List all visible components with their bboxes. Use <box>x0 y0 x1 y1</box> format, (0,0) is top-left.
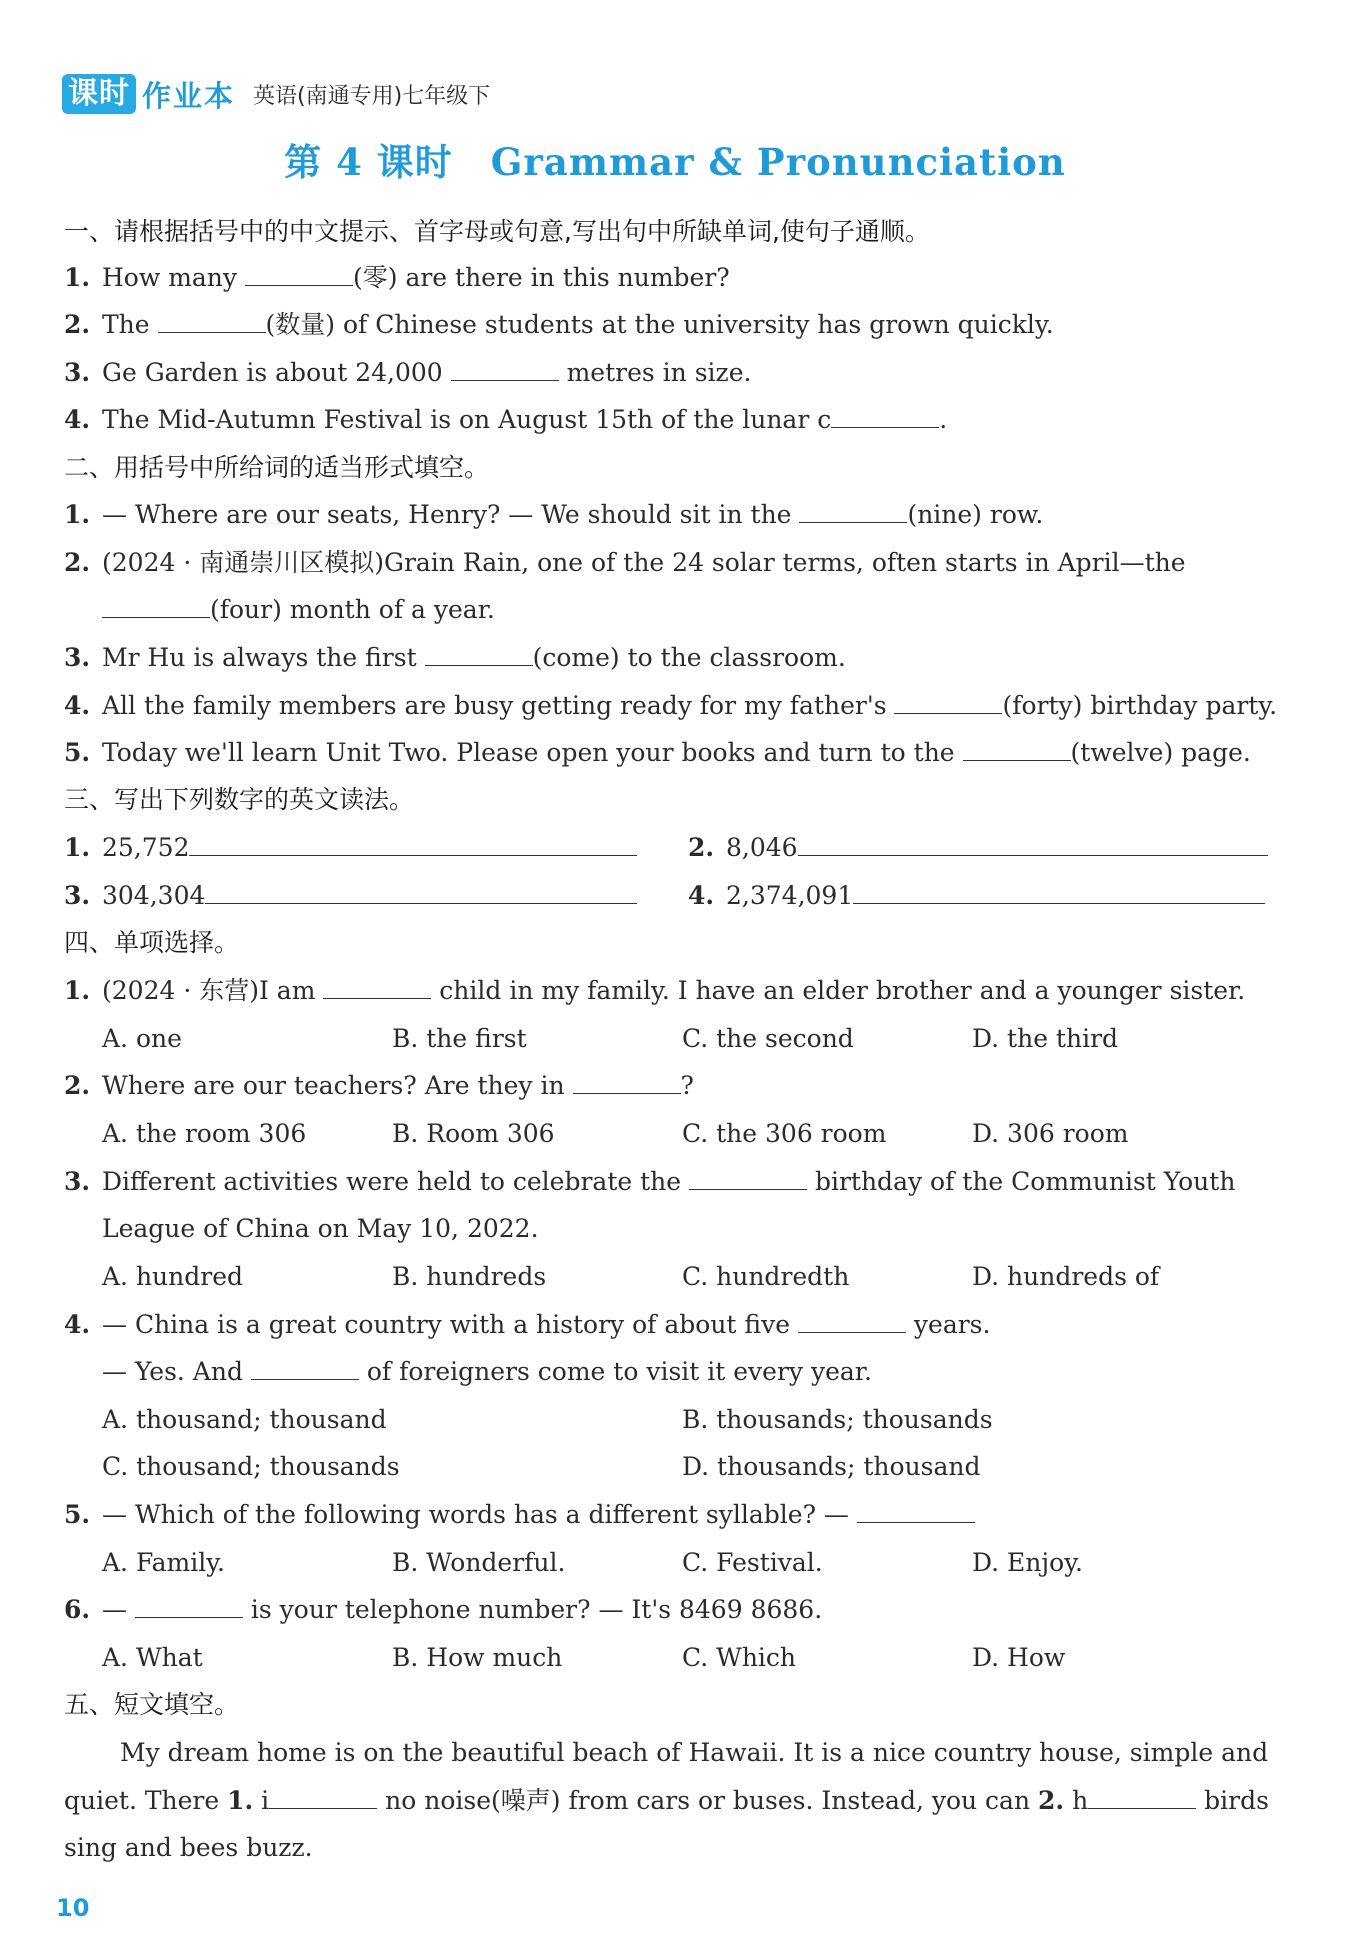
answer-blank[interactable] <box>798 1306 906 1333</box>
option-b[interactable]: B. thousands; thousands <box>682 1405 993 1434</box>
answer-blank[interactable] <box>963 734 1071 761</box>
s4-question-4-reply: — Yes. And of foreigners come to visit it every year. <box>102 1352 872 1392</box>
answer-blank[interactable] <box>894 687 1002 714</box>
option-b[interactable]: B. How much <box>392 1643 563 1672</box>
option-d[interactable]: D. hundreds of <box>972 1262 1160 1291</box>
header <box>62 72 490 116</box>
section-2-heading: 二、用括号中所给词的适当形式填空。 <box>64 453 490 482</box>
answer-blank[interactable] <box>158 306 266 333</box>
answer-line[interactable] <box>205 877 637 904</box>
option-c[interactable]: C. thousand; thousands <box>102 1452 400 1481</box>
option-a[interactable]: A. Family. <box>102 1548 225 1577</box>
answer-line[interactable] <box>798 829 1268 856</box>
lesson-title <box>0 132 1350 186</box>
option-b[interactable]: B. the first <box>392 1024 527 1053</box>
s4-question-3-cont: League of China on May 10, 2022. <box>102 1214 539 1243</box>
s1-item-4: 4. The Mid-Autumn Festival is on August 15th of the lunar c . <box>64 400 947 440</box>
option-b[interactable]: B. hundreds <box>392 1262 547 1291</box>
s2-item-4: 4. All the family members are busy getting ready for my father's (forty) birthday party. <box>64 686 1277 726</box>
s4-question-5: 5. — Which of the following words has a different syllable? — <box>64 1495 975 1535</box>
section-5-heading: 五、短文填空。 <box>64 1690 240 1719</box>
s2-item-1: 1. — Where are our seats, Henry? — We should sit in the (nine) row. <box>64 495 1043 535</box>
s3-item-3: 3. 304,304 <box>64 876 637 916</box>
s1-item-1: 1. How many (零) are there in this number? <box>64 258 730 298</box>
s1-item-2: 2. The (数量) of Chinese students at the university has grown quickly. <box>64 305 1054 345</box>
answer-blank-1[interactable] <box>269 1782 377 1809</box>
option-c[interactable]: C. Festival. <box>682 1548 823 1577</box>
s4-question-2: 2. Where are our teachers? Are they in ? <box>64 1066 694 1106</box>
option-c[interactable]: C. Which <box>682 1643 797 1672</box>
answer-line[interactable] <box>189 829 637 856</box>
answer-blank[interactable] <box>689 1163 807 1190</box>
section-1-heading: 一、请根据括号中的中文提示、首字母或句意,写出句中所缺单词,使句子通顺。 <box>64 217 930 246</box>
section-3-heading: 三、写出下列数字的英文读法。 <box>64 785 415 814</box>
option-a[interactable]: A. thousand; thousand <box>102 1405 387 1434</box>
option-d[interactable]: D. 306 room <box>972 1119 1129 1148</box>
s4-question-6: 6. — is your telephone number? — It's 8469 8686. <box>64 1590 822 1630</box>
option-c[interactable]: C. the 306 room <box>682 1119 887 1148</box>
answer-blank-2[interactable] <box>1088 1782 1196 1809</box>
answer-blank[interactable] <box>251 1353 359 1380</box>
s4-question-3: 3. Different activities were held to celebrate the birthday of the Communist Youth <box>64 1162 1235 1202</box>
s4-question-1: 1. (2024 · 东营)I am child in my family. I have an elder brother and a younger sister. <box>64 971 1245 1011</box>
answer-blank[interactable] <box>245 259 353 286</box>
answer-blank[interactable] <box>857 1496 975 1523</box>
answer-blank[interactable] <box>135 1591 243 1618</box>
s2-item-2-cont: (four) month of a year. <box>102 590 495 630</box>
option-d[interactable]: D. How <box>972 1643 1066 1672</box>
s2-item-2: 2. (2024 · 南通崇川区模拟)Grain Rain, one of the 24 solar terms, often starts in April—the <box>64 548 1186 577</box>
subject-label: 英语(南通专用)七年级下 <box>253 83 491 109</box>
option-a[interactable]: A. the room 306 <box>102 1119 307 1148</box>
option-b[interactable]: B. Room 306 <box>392 1119 555 1148</box>
s3-item-2: 2. 8,046 <box>688 828 1268 868</box>
option-d[interactable]: D. the third <box>972 1024 1119 1053</box>
passage-line-3: sing and bees buzz. <box>64 1833 313 1862</box>
answer-line[interactable] <box>853 877 1265 904</box>
option-a[interactable]: A. hundred <box>102 1262 244 1291</box>
section-4-heading: 四、单项选择。 <box>64 928 240 957</box>
option-a[interactable]: A. one <box>102 1024 182 1053</box>
answer-blank[interactable] <box>573 1067 681 1094</box>
answer-blank[interactable] <box>831 401 939 428</box>
s3-item-4: 4. 2,374,091 <box>688 876 1265 916</box>
s4-question-4: 4. — China is a great country with a history of about five years. <box>64 1305 990 1345</box>
page-number: 10 <box>56 1894 90 1922</box>
option-a[interactable]: A. What <box>102 1643 203 1672</box>
answer-blank[interactable] <box>451 354 559 381</box>
option-c[interactable]: C. the second <box>682 1024 854 1053</box>
s2-item-3: 3. Mr Hu is always the first (come) to the classroom. <box>64 638 846 678</box>
lesson-number: 第 4 课时 <box>284 140 453 184</box>
answer-blank[interactable] <box>425 639 533 666</box>
s3-item-1: 1. 25,752 <box>64 828 637 868</box>
brand-name: 作业本 <box>142 78 236 113</box>
answer-blank[interactable] <box>102 591 210 618</box>
s1-item-3: 3. Ge Garden is about 24,000 metres in size. <box>64 353 751 393</box>
brand-logo: 课时 <box>62 74 136 114</box>
answer-blank[interactable] <box>323 972 431 999</box>
option-d[interactable]: D. Enjoy. <box>972 1548 1083 1577</box>
option-b[interactable]: B. Wonderful. <box>392 1548 566 1577</box>
option-c[interactable]: C. hundredth <box>682 1262 850 1291</box>
s2-item-5: 5. Today we'll learn Unit Two. Please open your books and turn to the (twelve) page. <box>64 733 1251 773</box>
passage-line-2: quiet. There 1. i no noise(噪声) from cars or buses. Instead, you can 2. h birds <box>64 1781 1269 1821</box>
passage-line-1: My dream home is on the beautiful beach of Hawaii. It is a nice country house, simple and <box>120 1738 1269 1767</box>
answer-blank[interactable] <box>799 496 907 523</box>
option-d[interactable]: D. thousands; thousand <box>682 1452 981 1481</box>
lesson-topic: Grammar & Pronunciation <box>490 140 1066 184</box>
